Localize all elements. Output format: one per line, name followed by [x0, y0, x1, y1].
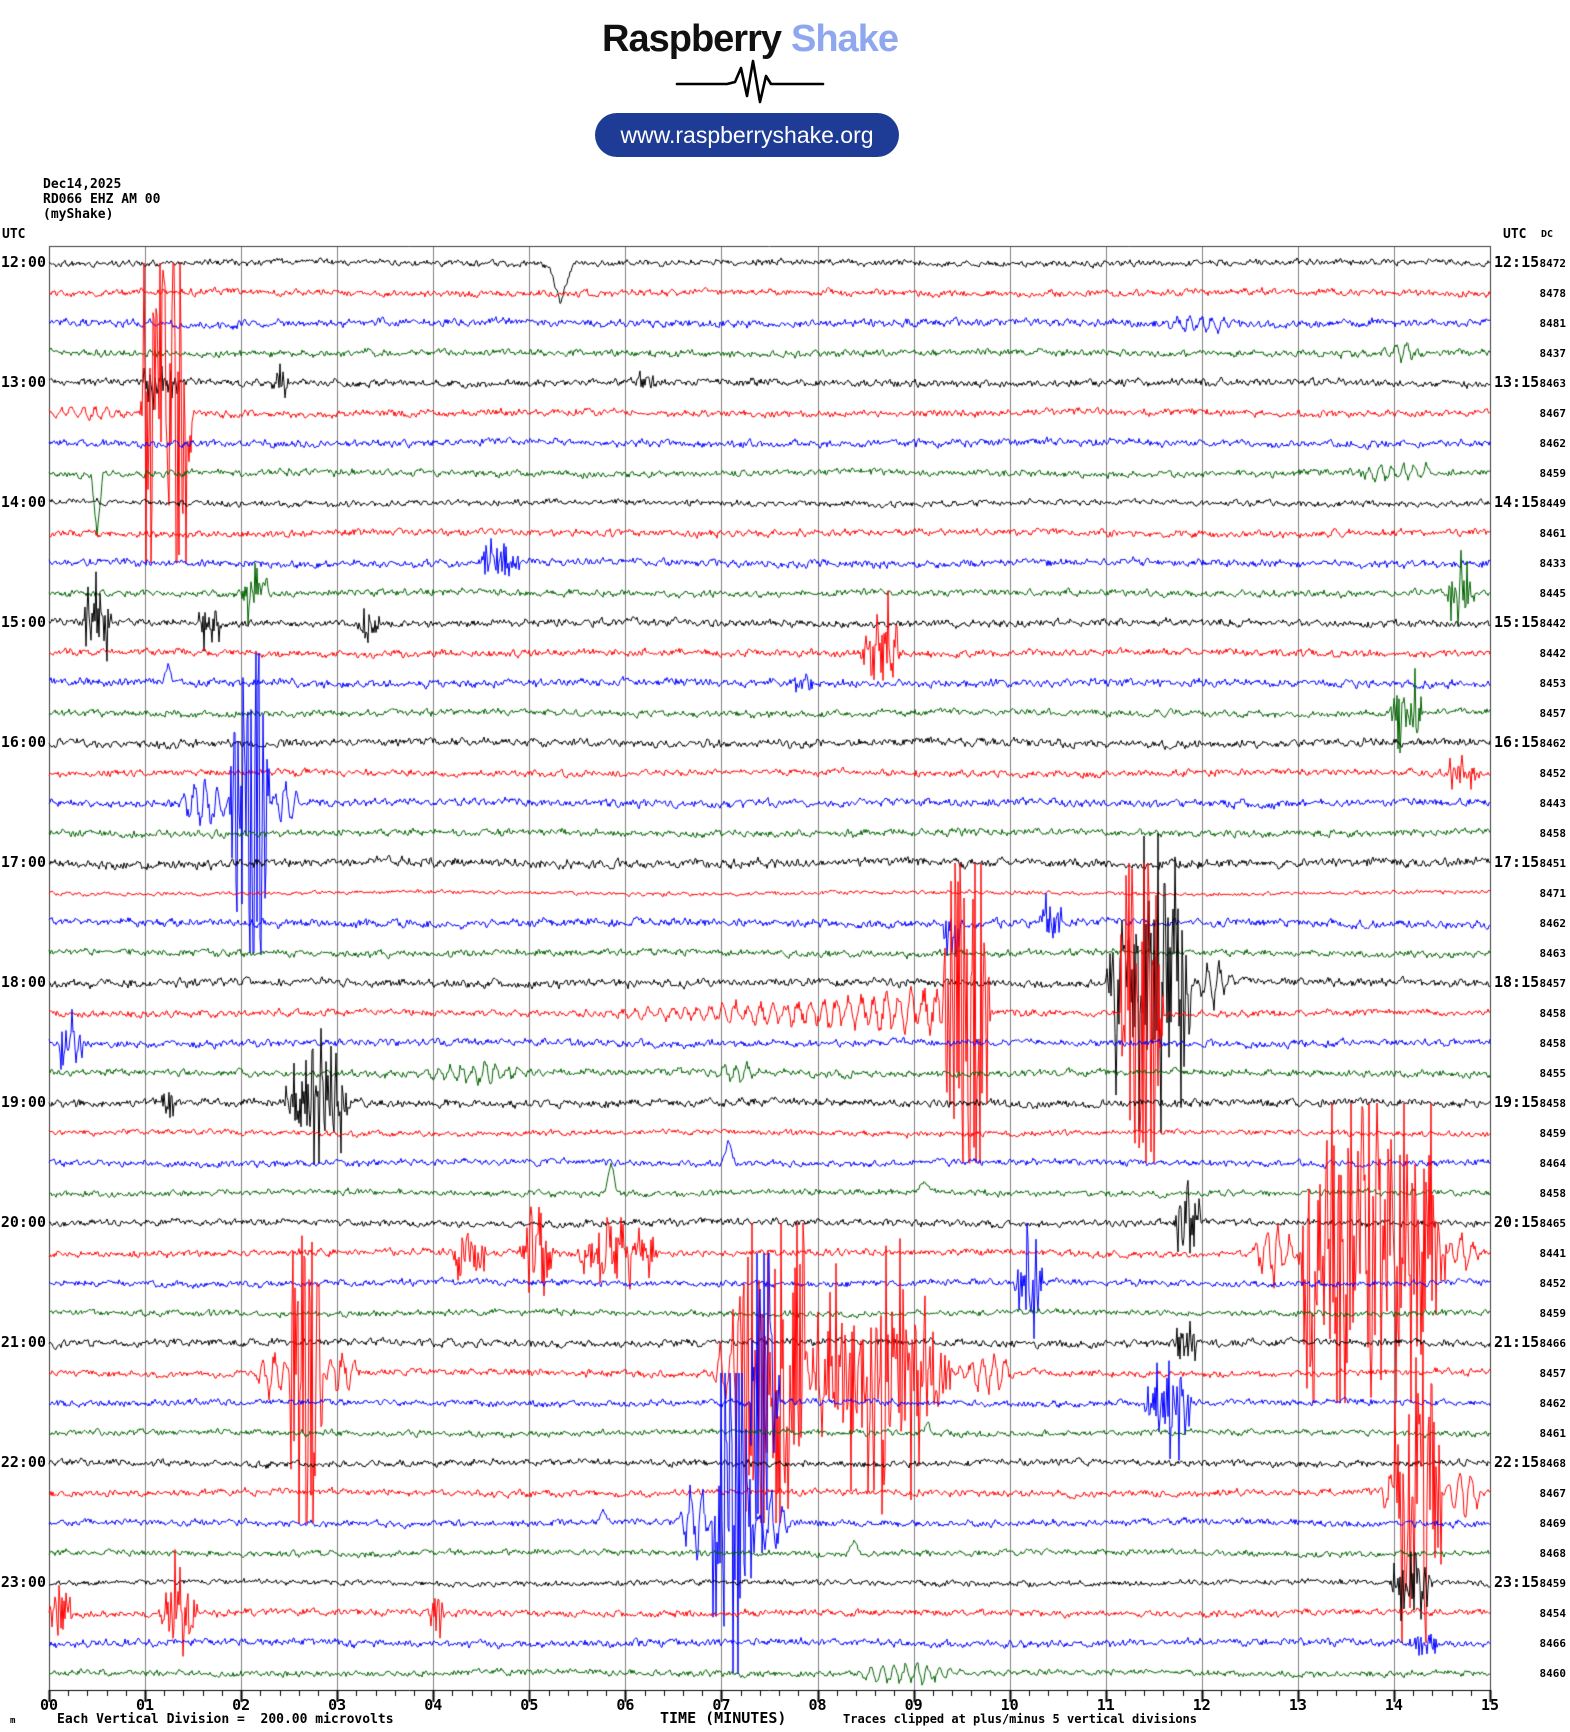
dc-offset-value: 8458 [1539, 1007, 1566, 1020]
dc-offset-value: 8433 [1539, 557, 1566, 570]
dc-offset-value: 8462 [1539, 737, 1566, 750]
dc-offset-value: 8458 [1539, 827, 1566, 840]
dc-offset-value: 8457 [1539, 707, 1566, 720]
row-time-label-left: 12:00 [0, 253, 46, 271]
dc-offset-value: 8458 [1539, 1037, 1566, 1050]
dc-offset-value: 8463 [1539, 377, 1566, 390]
dc-offset-value: 8460 [1539, 1667, 1566, 1680]
dc-offset-value: 8468 [1539, 1457, 1566, 1470]
dc-offset-value: 8462 [1539, 1397, 1566, 1410]
x-axis-tick-label: 04 [424, 1696, 443, 1714]
dc-offset-value: 8437 [1539, 347, 1566, 360]
dc-offset-value: 8458 [1539, 1097, 1566, 1110]
row-time-label-right: 23:15 [1494, 1573, 1540, 1591]
dc-offset-value: 8458 [1539, 1187, 1566, 1200]
dc-offset-value: 8467 [1539, 1487, 1566, 1500]
row-time-label-right: 17:15 [1494, 853, 1540, 871]
row-time-label-left: 19:00 [0, 1093, 46, 1111]
x-axis-tick-label: 07 [712, 1696, 731, 1714]
row-time-label-left: 22:00 [0, 1453, 46, 1471]
row-time-label-left: 15:00 [0, 613, 46, 631]
row-time-label-right: 22:15 [1494, 1453, 1540, 1471]
row-time-label-right: 14:15 [1494, 493, 1540, 511]
dc-offset-value: 8465 [1539, 1217, 1566, 1230]
x-axis-tick-label: 02 [232, 1696, 251, 1714]
row-time-label-right: 16:15 [1494, 733, 1540, 751]
dc-offset-value: 8467 [1539, 407, 1566, 420]
row-time-label-right: 18:15 [1494, 973, 1540, 991]
row-time-label-left: 17:00 [0, 853, 46, 871]
dc-offset-value: 8469 [1539, 1517, 1566, 1530]
x-axis-tick-label: 13 [1288, 1696, 1307, 1714]
dc-offset-value: 8453 [1539, 677, 1566, 690]
dc-offset-value: 8471 [1539, 887, 1566, 900]
x-axis-tick-label: 06 [616, 1696, 635, 1714]
dc-offset-value: 8459 [1539, 467, 1566, 480]
dc-offset-value: 8463 [1539, 947, 1566, 960]
dc-offset-value: 8442 [1539, 617, 1566, 630]
row-time-label-left: 23:00 [0, 1573, 46, 1591]
dc-offset-value: 8442 [1539, 647, 1566, 660]
x-axis-tick-label: 08 [808, 1696, 827, 1714]
dc-offset-value: 8459 [1539, 1577, 1566, 1590]
row-time-label-left: 13:00 [0, 373, 46, 391]
dc-offset-value: 8461 [1539, 1427, 1566, 1440]
dc-offset-value: 8462 [1539, 917, 1566, 930]
dc-offset-value: 8454 [1539, 1607, 1566, 1620]
dc-offset-value: 8451 [1539, 857, 1566, 870]
x-axis-tick-label: 10 [1000, 1696, 1019, 1714]
x-axis-tick-label: 12 [1192, 1696, 1211, 1714]
row-time-label-right: 13:15 [1494, 373, 1540, 391]
dc-offset-value: 8481 [1539, 317, 1566, 330]
dc-offset-value: 8449 [1539, 497, 1566, 510]
row-time-label-right: 21:15 [1494, 1333, 1540, 1351]
dc-offset-value: 8441 [1539, 1247, 1566, 1260]
dc-offset-value: 8452 [1539, 767, 1566, 780]
x-axis-tick-label: 09 [904, 1696, 923, 1714]
dc-offset-value: 8459 [1539, 1127, 1566, 1140]
dc-offset-value: 8455 [1539, 1067, 1566, 1080]
dc-offset-value: 8478 [1539, 287, 1566, 300]
row-time-label-left: 21:00 [0, 1333, 46, 1351]
vertical-division-note: Each Vertical Division = 200.00 microvolts [57, 1712, 394, 1727]
dc-offset-value: 8443 [1539, 797, 1566, 810]
x-axis-title: TIME (MINUTES) [660, 1709, 787, 1727]
x-axis-tick-label: 05 [520, 1696, 539, 1714]
dc-offset-value: 8457 [1539, 1367, 1566, 1380]
clipping-note: Traces clipped at plus/minus 5 vertical divisions [843, 1712, 1198, 1726]
row-time-label-left: 16:00 [0, 733, 46, 751]
row-time-label-right: 12:15 [1494, 253, 1540, 271]
row-time-label-right: 15:15 [1494, 613, 1540, 631]
dc-offset-value: 8459 [1539, 1307, 1566, 1320]
dc-offset-value: 8466 [1539, 1337, 1566, 1350]
row-time-label-right: 19:15 [1494, 1093, 1540, 1111]
x-axis-tick-label: 00 [39, 1696, 59, 1714]
dc-offset-value: 8468 [1539, 1547, 1566, 1560]
row-time-label-right: 20:15 [1494, 1213, 1540, 1231]
dc-offset-value: 8464 [1539, 1157, 1566, 1170]
dc-offset-value: 8457 [1539, 977, 1566, 990]
x-axis-tick-label: 01 [136, 1696, 155, 1714]
x-axis-tick-label: 11 [1096, 1696, 1115, 1714]
row-time-label-left: 14:00 [0, 493, 46, 511]
dc-offset-value: 8462 [1539, 437, 1566, 450]
dc-offset-value: 8472 [1539, 257, 1566, 270]
x-axis-tick-label: 15 [1480, 1696, 1500, 1714]
footer-glyph: m [10, 1716, 16, 1726]
dc-offset-value: 8445 [1539, 587, 1566, 600]
dc-offset-value: 8461 [1539, 527, 1566, 540]
x-axis-tick-label: 03 [328, 1696, 347, 1714]
dc-offset-value: 8466 [1539, 1637, 1566, 1650]
x-axis-tick-label: 14 [1384, 1696, 1403, 1714]
row-time-label-left: 20:00 [0, 1213, 46, 1231]
row-time-label-left: 18:00 [0, 973, 46, 991]
dc-offset-value: 8452 [1539, 1277, 1566, 1290]
